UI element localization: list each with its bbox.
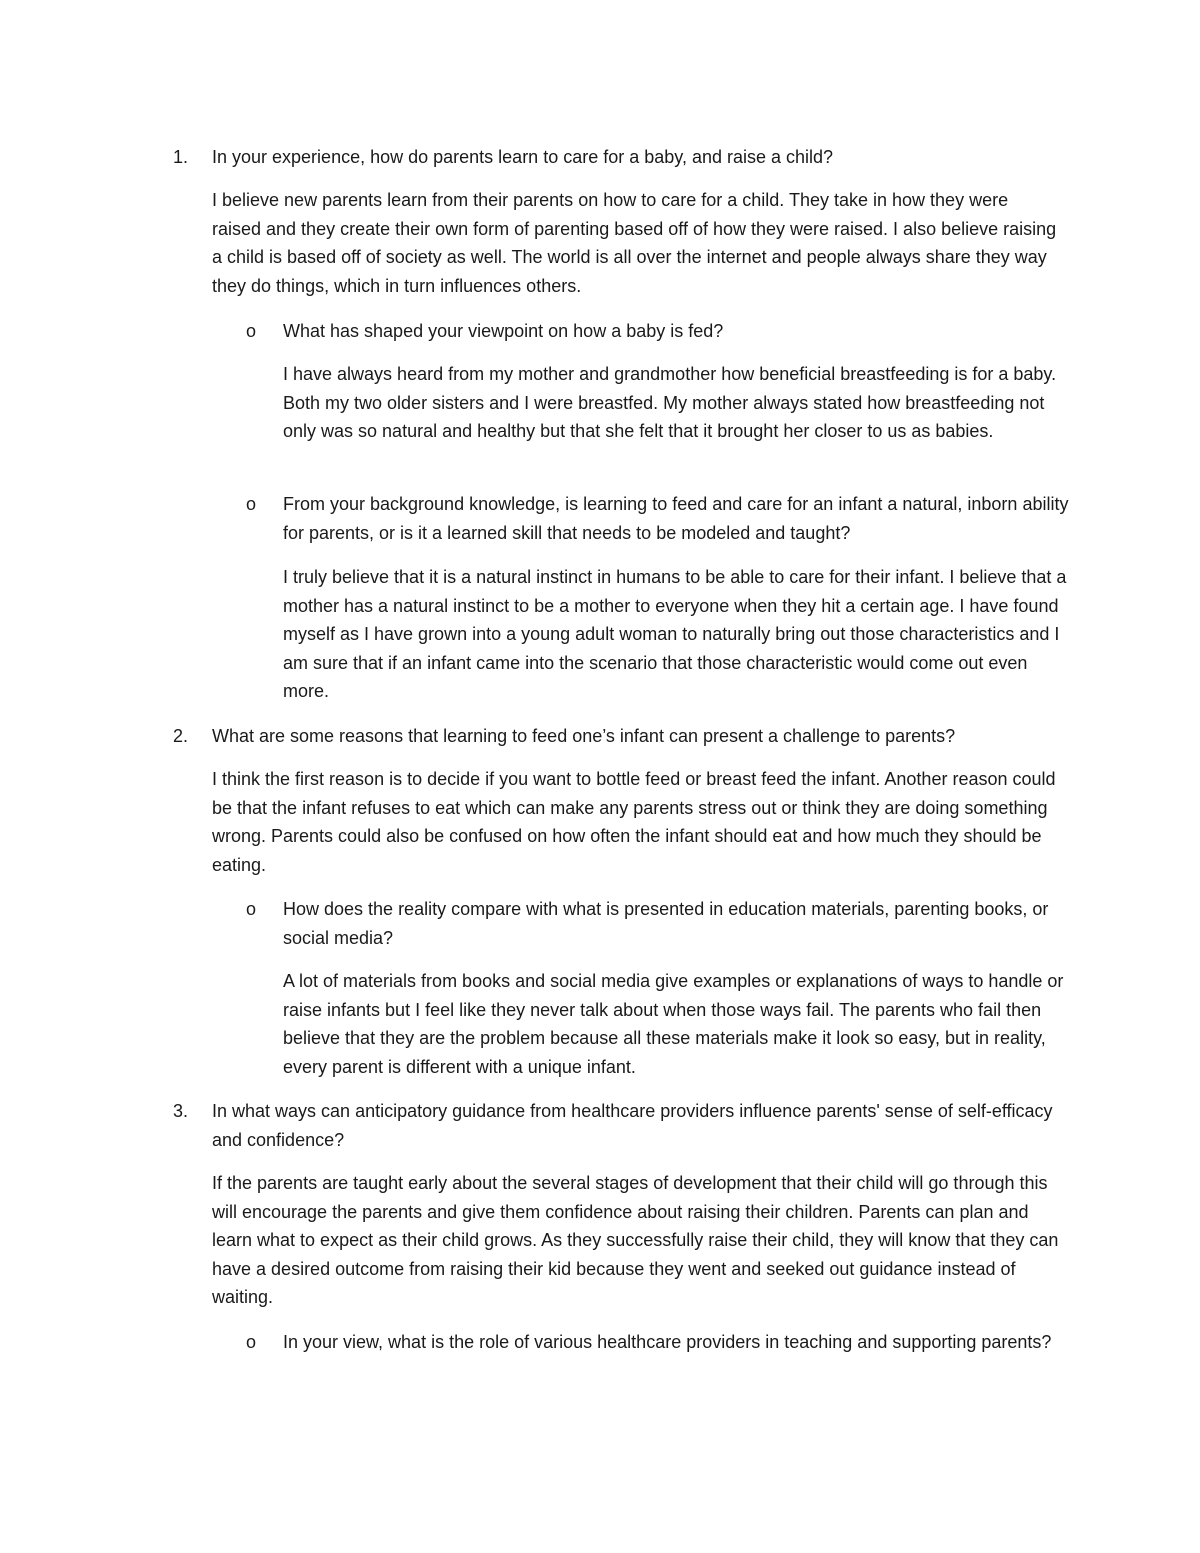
question-number: 1. xyxy=(173,147,189,167)
sub-question-text: How does the reality compare with what is presented in education materials, parenting books, or social media? xyxy=(283,899,1049,948)
sub-question-text: What has shaped your viewpoint on how a baby is fed? xyxy=(283,321,724,341)
bullet-marker: o xyxy=(246,321,257,341)
sub-answer-text: A lot of materials from books and social media give examples or explanations of ways to handle or raise infants but I feel like they never talk about when those ways fail. The parents who fail then believe that they are the problem because all these materials make it look so easy, but in reality, every parent is different with a unique infant. xyxy=(283,971,1064,1077)
answer-text: I think the first reason is to decide if you want to bottle feed or breast feed the infant. Another reason could be that the infant refuses to eat which can make any parents stress out or think they are doing something wrong. Parents could also be confused on how often the infant should eat and how much they should be eating. xyxy=(212,769,1056,875)
answer-text: I believe new parents learn from their parents on how to care for a child. They take in how they were raised and they create their own form of parenting based off of how they were raised. I also believe raising a child is based off of society as well. The world is all over the internet and people always share they way they do things, which in turn influences others. xyxy=(212,190,1057,296)
bullet-marker: o xyxy=(246,899,257,919)
question-text: In your experience, how do parents learn to care for a baby, and raise a child? xyxy=(212,147,834,167)
sub-answer-text: I have always heard from my mother and grandmother how beneficial breastfeeding is for a baby. Both my two older sisters and I were breastfed. My mother always stated how breastfeeding not only was so natural and healthy but that she felt that it brought her closer to us as babies. xyxy=(283,364,1057,441)
answer-text: If the parents are taught early about the several stages of development that their child will go through this will encourage the parents and give them confidence about raising their children. Parents can plan and learn what to expect as their child grows. As they successfully raise their child, they will know that they can have a desired outcome from raising their kid because they went and seeked out guidance instead of waiting. xyxy=(212,1173,1059,1307)
sub-question-text: In your view, what is the role of various healthcare providers in teaching and supporting parents? xyxy=(283,1332,1052,1352)
sub-answer-text: I truly believe that it is a natural instinct in humans to be able to care for their infant. I believe that a mother has a natural instinct to be a mother to everyone when they hit a certain age. I have found myself as I have grown into a young adult woman to naturally bring out those characteristics and I am sure that if an infant came into the scenario that those characteristic would come out even more. xyxy=(283,567,1067,701)
sub-question-text: From your background knowledge, is learning to feed and care for an infant a natural, inborn ability for parents, or is it a learned skill that needs to be modeled and taught? xyxy=(283,494,1069,543)
question-text: What are some reasons that learning to feed one’s infant can present a challenge to parents? xyxy=(212,726,956,746)
question-number: 3. xyxy=(173,1101,189,1121)
question-text: In what ways can anticipatory guidance from healthcare providers influence parents' sense of self-efficacy and confidence? xyxy=(212,1101,1053,1150)
question-number: 2. xyxy=(173,726,189,746)
bullet-marker: o xyxy=(246,1332,257,1352)
bullet-marker: o xyxy=(246,494,257,514)
